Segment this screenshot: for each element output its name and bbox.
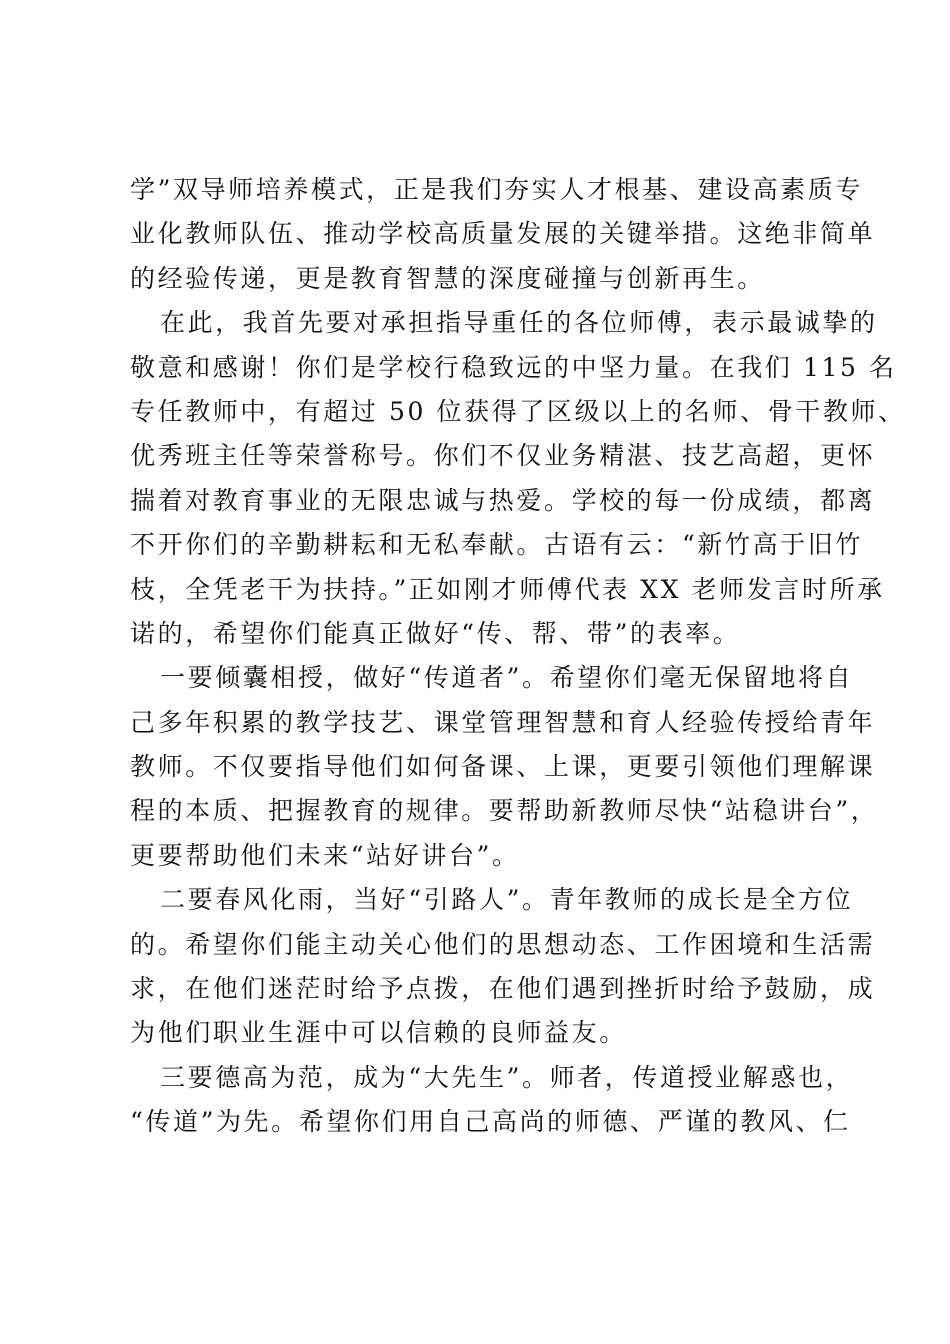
text-line: 诺的，希望你们能真正做好“传、帮、带”的表率。: [130, 618, 741, 648]
text-line: “传道”为先。希望你们用自己高尚的师德、严谨的教风、仁: [130, 1107, 851, 1137]
text-line: 二要春风化雨，当好“引路人”。青年教师的成长是全方位: [160, 885, 854, 915]
text-line: 敬意和感谢！你们是学校行稳致远的中坚力量。在我们 115 名: [130, 352, 897, 382]
text-line: 教师。不仅要指导他们如何备课、上课，更要引领他们理解课: [130, 752, 876, 782]
paragraph-1: [130, 168, 876, 301]
text-line: 的经验传递，更是教育智慧的深度碰撞与创新再生。: [130, 263, 765, 293]
paragraph-3: [130, 656, 879, 878]
text-line: 不开你们的辛勤耕耘和无私奉献。古语有云：“新竹高于旧竹: [130, 530, 863, 560]
text-line: 专任教师中，有超过 50 位获得了区级以上的名师、骨干教师、: [130, 396, 906, 426]
text-line: 求，在他们迷茫时给予点拨，在他们遇到挫折时给予鼓励，成: [130, 974, 876, 1004]
paragraph-2: [130, 301, 906, 656]
text-line: 优秀班主任等荣誉称号。你们不仅业务精湛、技艺高超，更怀: [130, 441, 876, 471]
text-line: 学”双导师培养模式，正是我们夯实人才根基、建设高素质专: [130, 175, 863, 204]
document-body: [130, 168, 906, 1145]
text-line: 在此，我首先要对承担指导重任的各位师傅，表示最诚挚的: [160, 308, 878, 338]
paragraph-4: [130, 878, 876, 1056]
text-line: 业化教师队伍、推动学校高质量发展的关键举措。这绝非简单: [130, 219, 876, 249]
text-line: 枝，全凭老干为扶持。”正如刚才师傅代表 XX 老师发言时所承: [130, 574, 885, 604]
text-line: 揣着对教育事业的无限忠诚与热爱。学校的每一份成绩，都离: [130, 485, 876, 515]
text-line: 的。希望你们能主动关心他们的思想动态、工作困境和生活需: [130, 929, 876, 959]
paragraph-5: [130, 1056, 854, 1145]
text-line: 程的本质、把握教育的规律。要帮助新教师尽快“站稳讲台”，: [130, 796, 879, 826]
text-line: 一要倾囊相授，做好“传道者”。希望你们毫无保留地将自: [160, 663, 854, 693]
text-line: 三要德高为范，成为“大先生”。师者，传道授业解惑也，: [160, 1062, 854, 1092]
text-line: 己多年积累的教学技艺、课堂管理智慧和育人经验传授给青年: [130, 707, 876, 737]
text-line: 更要帮助他们未来“站好讲台”。: [130, 840, 520, 870]
text-line: 为他们职业生涯中可以信赖的良师益友。: [130, 1018, 627, 1048]
